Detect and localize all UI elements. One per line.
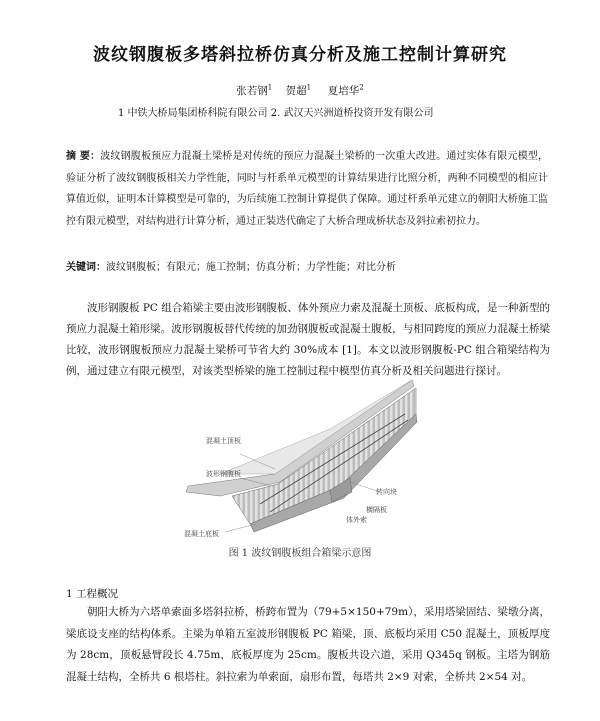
author-name: 夏培华	[327, 85, 360, 97]
label-diaphragm: 横隔板	[366, 506, 387, 514]
author-affil-mark: 2	[359, 83, 364, 92]
affiliation: 1 中铁大桥局集团桥科院有限公司 2. 武汉天兴洲道桥投资开发有限公司	[118, 108, 434, 119]
abstract	[66, 146, 548, 232]
section-paragraph: 朝阳大桥为六塔单索面多塔斜拉桥，桥跨布置为（79+5×150+79m），采用塔梁固结、梁墩分离，梁底设支座的结构体系。主梁为单箱五室波形钢腹板 PC 箱梁，顶、底板均采用 C50 混凝土，顶板厚度为 28cm，顶板悬臂段长 4.75m，底板厚度为 25cm。腹板共设六道，采用 Q345q 钢板。主塔为钢筋混凝土结构，全桥共 6 根塔柱。斜拉索为单索面，扇形布置，每塔共 2×9 对索，全桥共 2×54 对。	[66, 606, 550, 683]
keywords-text: 波纹钢腹板；有限元；施工控制；仿真分析；力学性能；对比分析	[106, 262, 396, 273]
author-name: 贺超	[285, 85, 307, 97]
keywords	[66, 258, 548, 273]
label-anchor: 转向块	[376, 488, 397, 496]
paper-title: 波纹钢腹板多塔斜拉桥仿真分析及施工控制计算研究	[93, 45, 507, 65]
section-heading: 1 工程概况	[66, 588, 119, 600]
author-line	[0, 83, 600, 98]
box-girder-figure	[180, 374, 425, 539]
abstract-label: 摘 要：	[66, 151, 101, 162]
label-bottom-slab: 混凝土底板	[184, 530, 219, 538]
abstract-text: 波纹钢腹板预应力混凝土梁桥是对传统的预应力混凝土梁桥的一次重大改进。通过实体有限元模型，验证分析了波纹钢腹板相关力学性能，同时与杆系单元模型的计算结果进行比照分析，两种不同模型的相应计算值近似，证明本计算模型是可靠的，为后续施工控制计算提供了保障。通过杆系单元建立的朝阳大桥施工监控有限元模型，对结构进行计算分析，通过正装迭代确定了大桥合理成桥状态及斜拉索初拉力。	[66, 151, 549, 227]
figure-caption: 图 1 波纹钢腹板组合箱梁示意图	[228, 548, 372, 559]
label-top-slab: 混凝土顶板	[206, 437, 241, 445]
intro-paragraph: 波形钢腹板 PC 组合箱梁主要由波形钢腹板、体外预应力索及混凝土顶板、底板构成，是一种新型的预应力混凝土箱形梁。波形钢腹板替代传统的加劲钢腹板或混凝土腹板，与相同跨度的预应力混凝土桥梁比较，波形钢腹板预应力混凝土梁桥可节省大约 30%成本 [1]。本文以波形钢腹板-PC 组合箱梁结构为例，通过建立有限元模型，对该类型桥梁的施工控制过程中模型仿真分析及相关问题进行探讨。	[66, 302, 550, 377]
label-web: 波形钢腹板	[206, 470, 241, 478]
author-affil-mark: 1	[306, 83, 312, 92]
keywords-label: 关键词：	[66, 262, 106, 273]
leader-line	[225, 524, 256, 532]
author-affil-mark: 1	[267, 83, 273, 92]
author-name: 张若钢	[236, 85, 268, 97]
label-tendon: 体外索	[346, 516, 367, 524]
